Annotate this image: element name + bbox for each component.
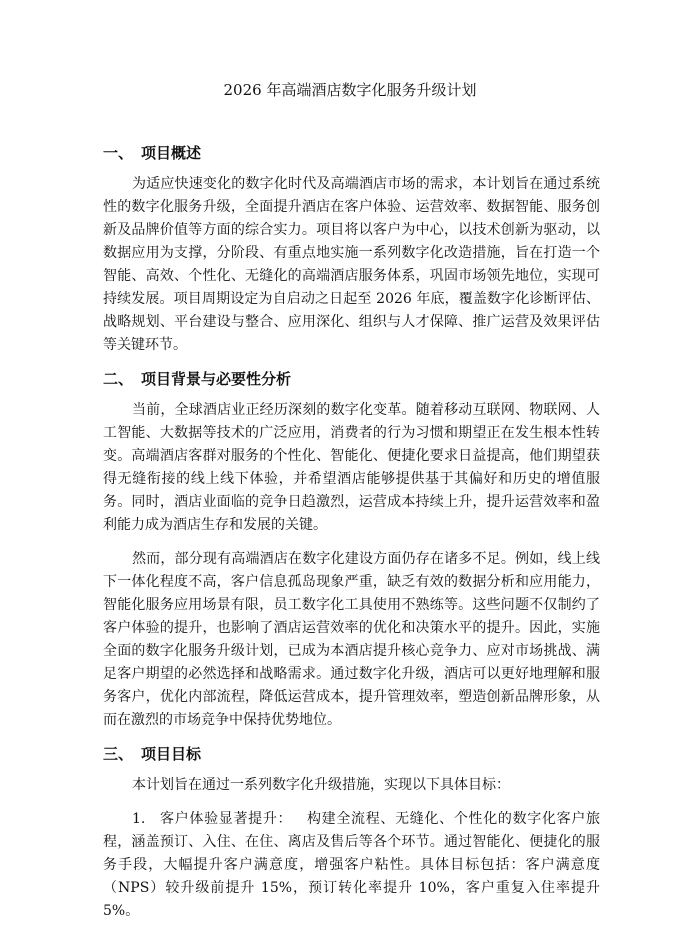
list-marker: 1. (132, 811, 146, 827)
paragraph: 然而，部分现有高端酒店在数字化建设方面仍存在诸多不足。例如，线上线下一体化程度不高，客户信息孤岛现象严重，缺乏有效的数据分析和应用能力，智能化服务应用场景有限，员工数字化工具使用不熟练等。这些问题不仅制约了客户体验的提升，也影响了酒店运营效率的优化和决策水平的提升。因此，实施全面的数字化服务升级计划，已成为本酒店提升核心竞争力、应对市场挑战、满足客户期望的必然选择和战略需求。通过数字化升级，酒店可以更好地理解和服务客户，优化内部流程，降低运营成本，提升管理效率，塑造创新品牌形象，从而在激烈的市场竞争中保持优势地位。 (103, 551, 600, 728)
section-background (103, 368, 600, 732)
list-item-title: 客户体验显著提升： (159, 811, 293, 827)
section-title: 项目背景与必要性分析 (141, 370, 292, 388)
section-title: 项目概述 (141, 144, 202, 162)
section-goals (103, 743, 600, 923)
paragraph: 本计划旨在通过一系列数字化升级措施，实现以下具体目标： (132, 777, 510, 793)
document-title: 2026 年高端酒店数字化服务升级计划 (223, 81, 477, 99)
section-overview (103, 142, 600, 357)
section-number: 一、 (103, 144, 134, 162)
paragraph: 当前，全球酒店业正经历深刻的数字化变革。随着移动互联网、物联网、人工智能、大数据等技术的广泛应用，消费者的行为习惯和期望正在发生根本性转变。高端酒店客群对服务的个性化、智能化、便捷化要求日益提高，他们期望获得无缝衔接的线上线下体验，并希望酒店能够提供基于其偏好和历史的增值服务。同时，酒店业面临的竞争日趋激烈，运营成本持续上升，提升运营效率和盈利能力成为酒店生存和发展的关键。 (103, 402, 600, 533)
section-heading (103, 368, 600, 390)
paragraph: 为适应快速变化的数字化时代及高端酒店市场的需求，本计划旨在通过系统性的数字化服务升级，全面提升酒店在客户体验、运营效率、数据智能、服务创新及品牌价值等方面的综合实力。项目将以客户为中心，以技术创新为驱动，以数据应用为支撑，分阶段、有重点地实施一系列数字化改造措施，旨在打造一个智能、高效、个性化、无缝化的高端酒店服务体系，巩固市场领先地位，实现可持续发展。项目周期设定为自启动之日起至 2026 年底，覆盖数字化诊断评估、战略规划、平台建设与整合、应用深化、组织与人才保障、推广运营及效果评估等关键环节。 (103, 176, 600, 353)
section-title: 项目目标 (141, 745, 202, 763)
section-heading (103, 743, 600, 765)
document-body (103, 142, 600, 934)
section-number: 三、 (103, 745, 134, 763)
list-item (103, 808, 600, 923)
section-number: 二、 (103, 370, 134, 388)
section-heading (103, 142, 600, 164)
list-item-text: 构建全流程、无缝化、个性化的数字化客户旅程，涵盖预订、入住、在住、离店及售后等各个环节。通过智能化、便捷化的服务手段，大幅提升客户满意度，增强客户粘性。具体目标包括：客户满意度（NPS）较升级前提升 15%，预订转化率提升 10%，客户重复入住率提升 5%。 (103, 811, 601, 919)
